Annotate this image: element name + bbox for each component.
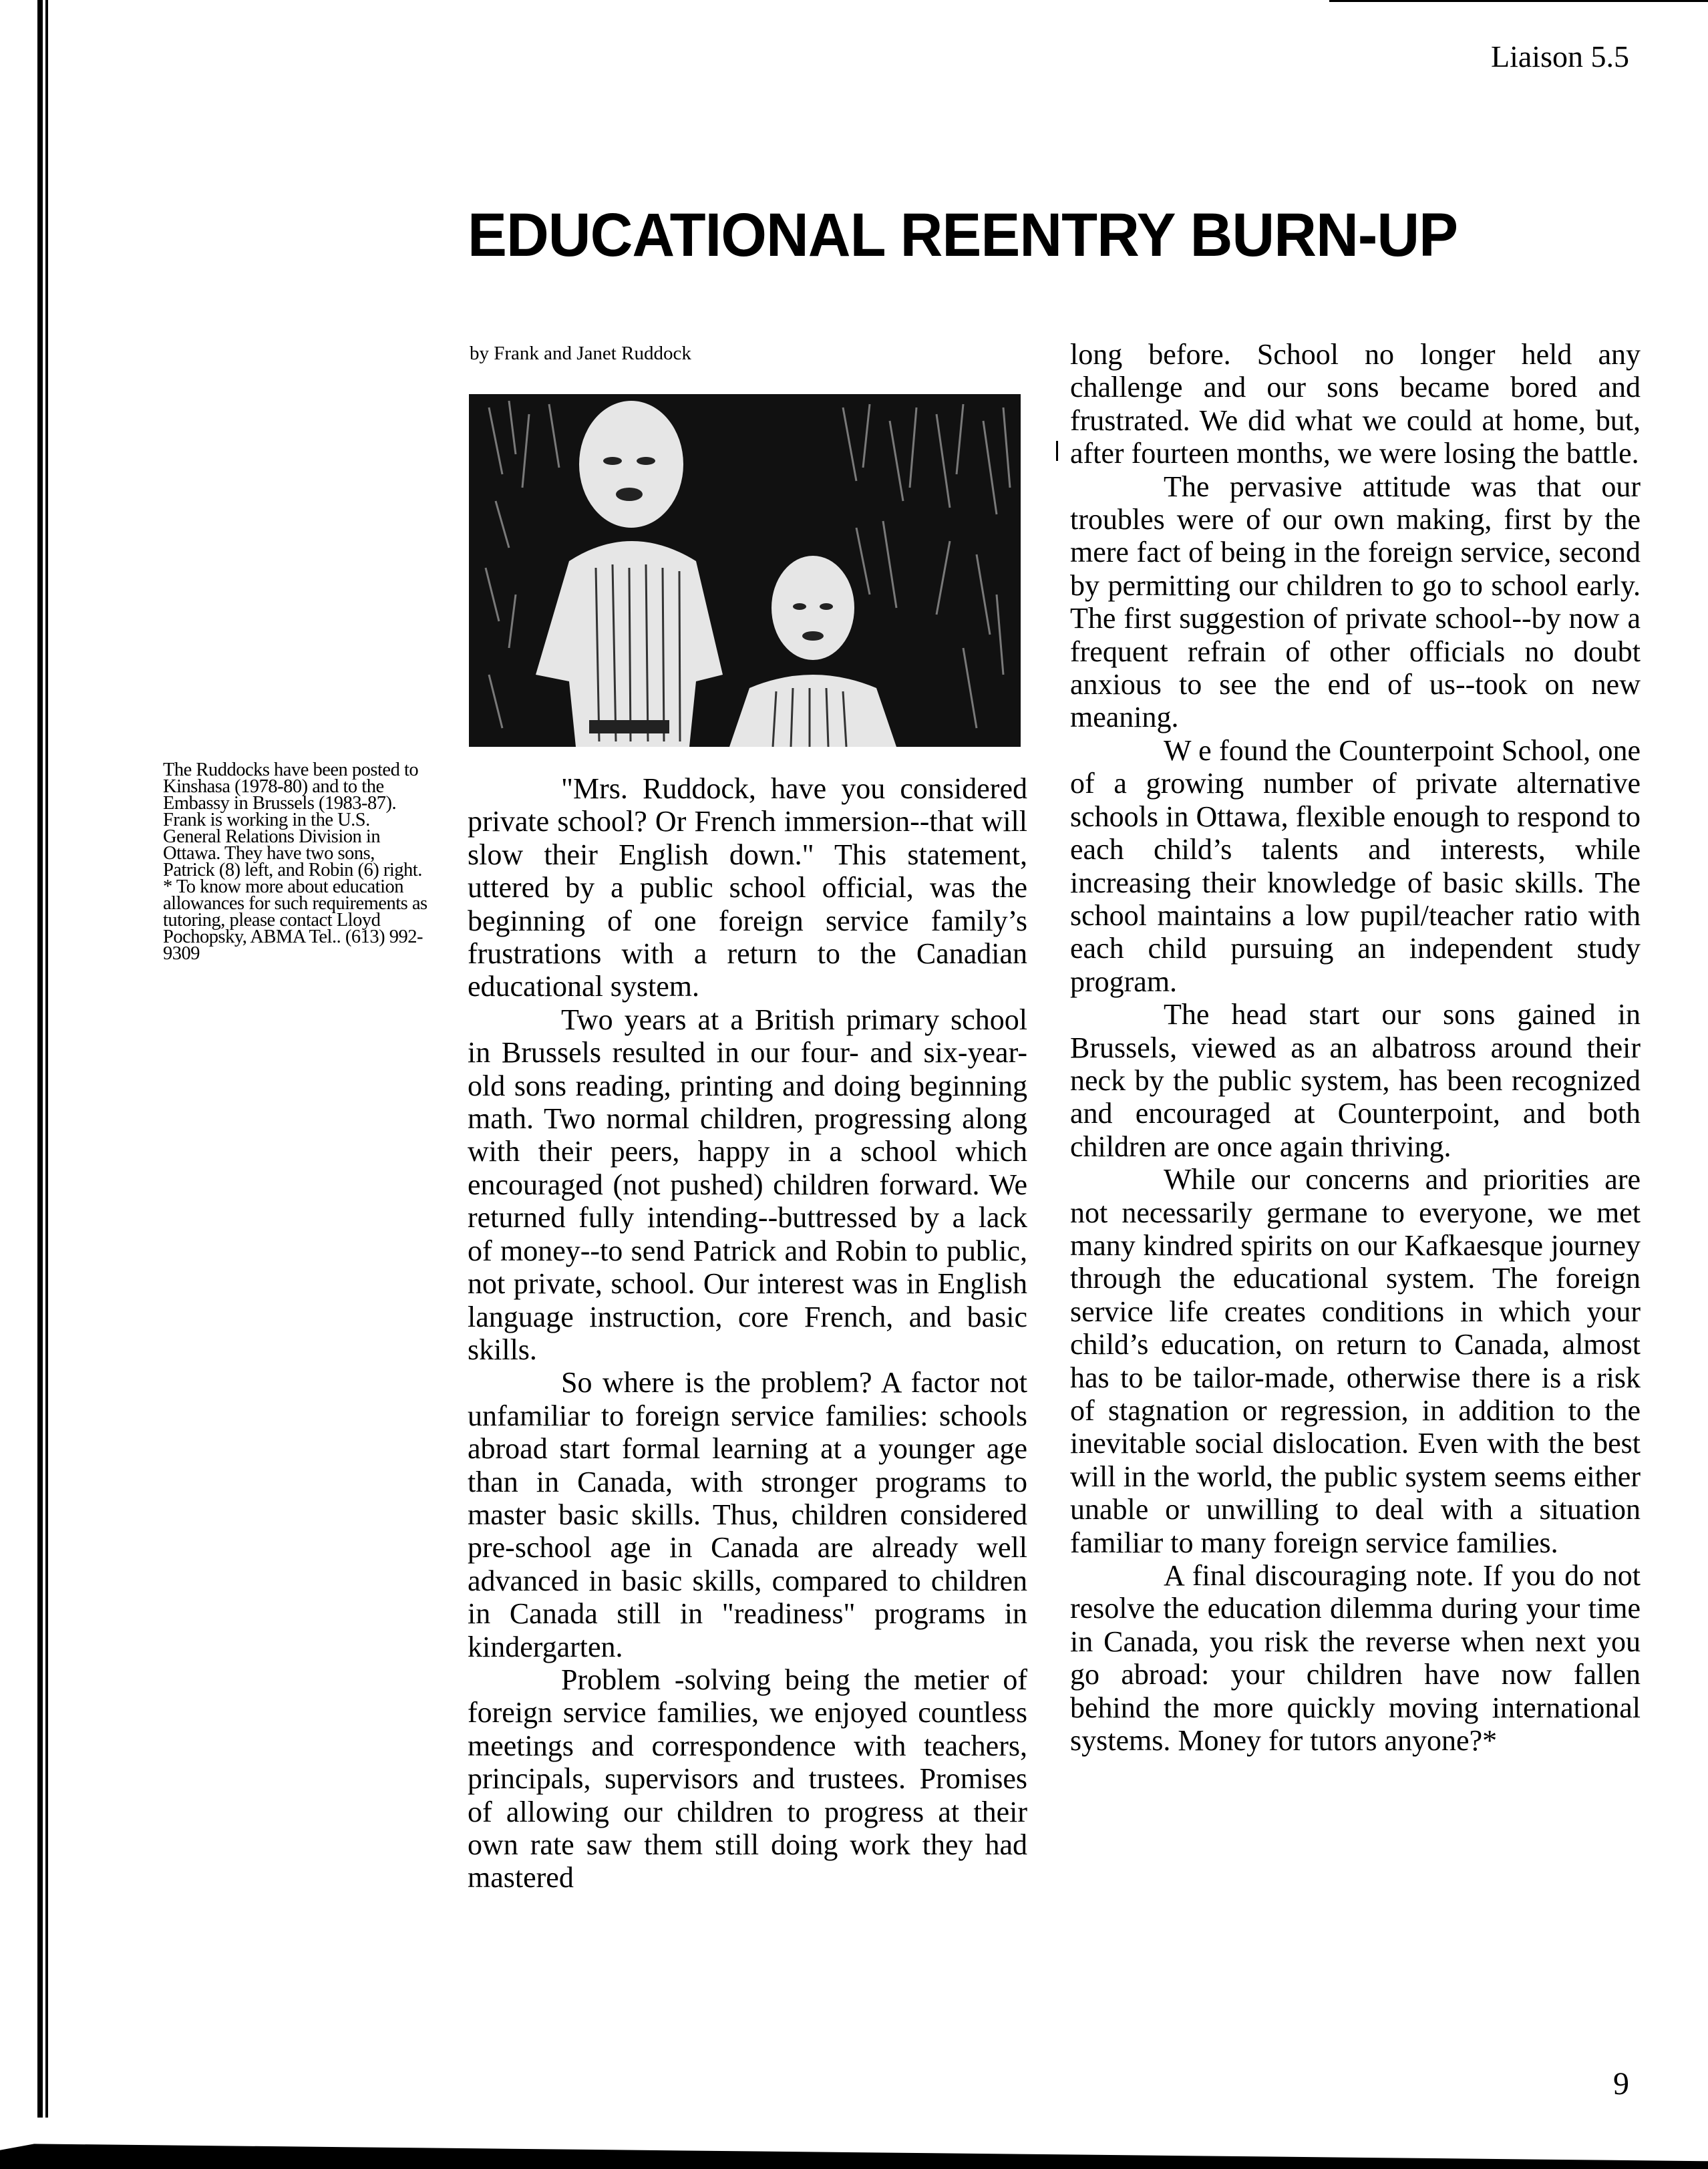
- photo-two-boys-icon: [469, 394, 1021, 747]
- paragraph: A final discouraging note. If you do not resolve the education dilemma during your time in Canada, you risk the reverse when next you go abroad: your children have now fallen behind the more quickly moving international systems. Money for tutors anyone?*: [1070, 1559, 1641, 1758]
- article-photo: [469, 394, 1021, 747]
- article-column-2: [1070, 338, 1641, 1757]
- article-title: EDUCATIONAL REENTRY BURN-UP: [468, 201, 1458, 269]
- top-edge-rule: [1329, 0, 1708, 2]
- paragraph: The pervasive attitude was that our troubles were of our own making, first by the mere fact of being in the foreign service, second by permitting our children to go to school early. The first suggestion of private school--by now a frequent refrain of other officials no doubt anxious to see the end of us--took on new meaning.: [1070, 470, 1641, 734]
- paragraph: While our concerns and priorities are not necessarily germane to everyone, we met many kindred spirits on our Kafkaesque journey through the educational system. The foreign service life creates conditions in which your child’s education, on return to Canada, almost has to be tailor-made, otherwise there is a risk of stagnation or regression, in addition to the inevitable social dislocation. Even with the best will in the world, the public system seems either unable or unwilling to deal with a situation familiar to many foreign service families.: [1070, 1163, 1641, 1559]
- author-note-sidebar: [163, 762, 430, 962]
- page-number: 9: [1613, 2066, 1629, 2102]
- page-binding-edge-inner: [45, 0, 48, 2118]
- paragraph: "Mrs. Ruddock, have you considered private school? Or French immersion--that will slow their English down." This statement, uttered by a public school official, was the beginning of one foreign service family’s frustrations with a return to the Canadian educational system.: [468, 772, 1027, 1003]
- author-bio: The Ruddocks have been posted to Kinshasa (1978-80) and to the Embassy in Brussels (1983-87). Frank is working in the U.S. General Relations Division in Ottawa. They have two sons, Patrick (8) left, and Robin (6) right.: [163, 760, 422, 880]
- contact-footnote: * To know more about education allowances for such requirements as tutoring, please contact Lloyd Pochopsky, ABMA Tel.. (613) 992-9309: [163, 876, 428, 964]
- paragraph: The head start our sons gained in Brussels, viewed as an albatross around their neck by the public system, has been recognized and encouraged at Counterpoint, and both children are once again thriving.: [1070, 998, 1641, 1163]
- paragraph: Two years at a British primary school in Brussels resulted in our four- and six-year-old sons reading, printing and doing beginning math. Two normal children, progressing along with their peers, happy in a school which encouraged (not pushed) children forward. We returned fully intending--buttressed by a lack of money--to send Patrick and Robin to public, not private, school. Our interest was in English language instruction, core French, and basic skills.: [468, 1003, 1027, 1366]
- article-byline: by Frank and Janet Ruddock: [470, 343, 691, 364]
- stray-scan-mark: [1056, 441, 1058, 461]
- paragraph: So where is the problem? A factor not unfamiliar to foreign service families: schools abroad start formal learning at a younger age than in Canada, with stronger programs to master basic skills. Thus, children considered pre-school age in Canada are already well advanced in basic skills, compared to children in Canada still in "readiness" programs in kindergarten.: [468, 1366, 1027, 1663]
- running-head: Liaison 5.5: [1491, 39, 1629, 73]
- paragraph: W e found the Counterpoint School, one of a growing number of private alternative schools in Ottawa, flexible enough to respond to each child’s talents and interests, while increasing their knowledge of basic skills. The school maintains a low pupil/teacher ratio with each child pursuing an independent study program.: [1070, 733, 1641, 998]
- paragraph: Problem -solving being the metier of foreign service families, we enjoyed countless meetings and correspondence with teachers, principals, supervisors and trustees. Promises of allowing our children to progress at their own rate saw them still doing work they had mastered: [468, 1663, 1027, 1894]
- page-binding-edge: [37, 0, 43, 2118]
- article-column-1: [468, 772, 1027, 1894]
- scan-bottom-shadow: [0, 2138, 1708, 2169]
- paragraph: long before. School no longer held any challenge and our sons became bored and frustrated. We did what we could at home, but, after fourteen months, we were losing the battle.: [1070, 338, 1641, 470]
